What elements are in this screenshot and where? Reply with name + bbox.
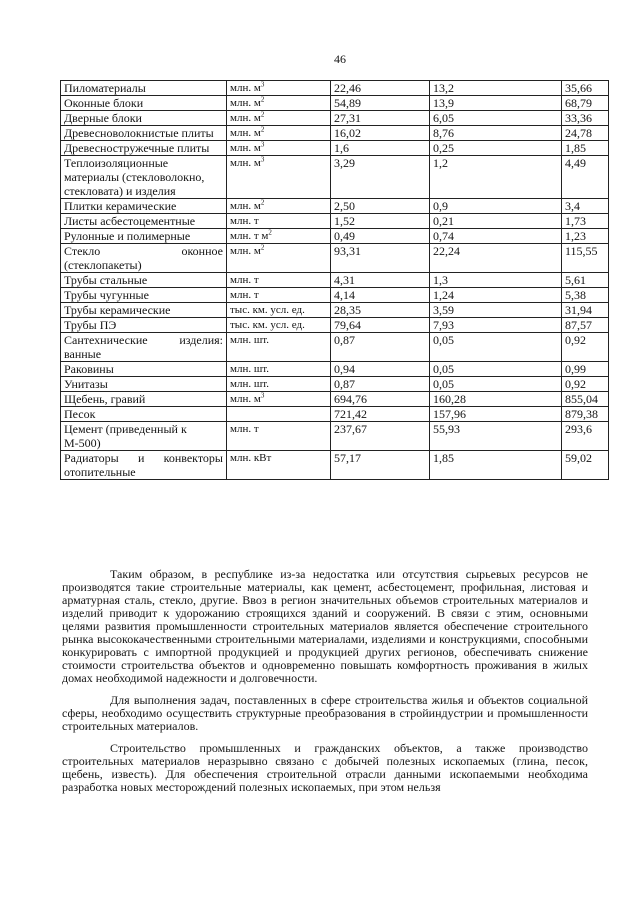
table-row: [61, 273, 609, 288]
unit-label: млн. т: [230, 423, 259, 435]
unit-label: млн. м: [230, 157, 261, 169]
materials-table: [60, 80, 609, 480]
value-v3: 3,4: [562, 199, 609, 214]
value-v3: 87,57: [562, 318, 609, 333]
value-v2: 13,2: [430, 81, 562, 96]
unit-cell: [227, 111, 331, 126]
unit-cell: [227, 318, 331, 333]
material-name: Древесноволокнистые плиты: [61, 126, 227, 141]
value-v1: 57,17: [331, 451, 430, 480]
unit-cell: [227, 229, 331, 244]
value-v2: 0,9: [430, 199, 562, 214]
value-v1: 237,67: [331, 422, 430, 451]
value-v2: 0,21: [430, 214, 562, 229]
unit-label: млн. т: [230, 289, 259, 301]
value-v1: 2,50: [331, 199, 430, 214]
material-name: Сантехнические изделия: ванные: [61, 333, 227, 362]
value-v3: 0,99: [562, 362, 609, 377]
material-name: Стекло оконное (стеклопакеты): [61, 244, 227, 273]
value-v2: 0,74: [430, 229, 562, 244]
value-v3: 293,6: [562, 422, 609, 451]
value-v1: 3,29: [331, 156, 430, 199]
table-row: [61, 392, 609, 407]
unit-label: млн. м: [230, 245, 261, 257]
page-number: 46: [334, 52, 346, 66]
value-v3: 35,66: [562, 81, 609, 96]
material-name: Щебень, гравий: [61, 392, 227, 407]
value-v1: 0,87: [331, 333, 430, 362]
unit-label: млн. м: [230, 112, 261, 124]
table-row: [61, 141, 609, 156]
material-name: Трубы стальные: [61, 273, 227, 288]
value-v2: 0,25: [430, 141, 562, 156]
value-v3: 5,61: [562, 273, 609, 288]
unit-cell: [227, 451, 331, 480]
unit-label: тыс. км. усл. ед.: [230, 304, 305, 316]
unit-label: млн. шт.: [230, 378, 270, 390]
material-name: Унитазы: [61, 377, 227, 392]
material-name: Листы асбестоцементные: [61, 214, 227, 229]
paragraph-2: Для выполнения задач, поставленных в сфере строительства жилья и объектов социальной сферы, необходимо осуществить структурные преобразования в стройиндустрии и промышленности строительных материалов.: [62, 693, 588, 733]
unit-exponent: 2: [260, 243, 265, 252]
value-v1: 694,76: [331, 392, 430, 407]
unit-cell: [227, 362, 331, 377]
value-v3: 5,38: [562, 288, 609, 303]
unit-exponent: 3: [260, 155, 265, 164]
unit-cell: [227, 156, 331, 199]
material-name: Древесностружечные плиты: [61, 141, 227, 156]
value-v1: 721,42: [331, 407, 430, 422]
unit-label: млн. м: [230, 127, 261, 139]
value-v2: 22,24: [430, 244, 562, 273]
unit-cell: [227, 96, 331, 111]
material-name: Раковины: [61, 362, 227, 377]
value-v2: 1,3: [430, 273, 562, 288]
table-row: [61, 156, 609, 199]
value-v1: 79,64: [331, 318, 430, 333]
unit-cell: [227, 392, 331, 407]
unit-label: млн. м: [230, 200, 261, 212]
material-name: Теплоизоляционные материалы (стекловолокно, стекловата) и изделия: [61, 156, 227, 199]
value-v1: 0,49: [331, 229, 430, 244]
unit-label: млн. т: [230, 274, 259, 286]
value-v2: 160,28: [430, 392, 562, 407]
value-v1: 22,46: [331, 81, 430, 96]
table-row: [61, 214, 609, 229]
value-v3: 68,79: [562, 96, 609, 111]
value-v1: 16,02: [331, 126, 430, 141]
value-v2: 0,05: [430, 377, 562, 392]
value-v1: 1,52: [331, 214, 430, 229]
table-row: [61, 96, 609, 111]
unit-exponent: 2: [260, 198, 265, 207]
table-row: [61, 81, 609, 96]
value-v3: 855,04: [562, 392, 609, 407]
unit-cell: [227, 214, 331, 229]
unit-label: млн. м: [230, 142, 261, 154]
unit-exponent: 2: [260, 95, 265, 104]
value-v2: 6,05: [430, 111, 562, 126]
unit-label: млн. шт.: [230, 363, 270, 375]
paragraph-1: Таким образом, в республике из-за недостатка или отсутствия сырьевых ресурсов не производятся такие строительные материалы, как цемент, асбестоцемент, профильная, листовая и арматурная сталь, стекло, другие. Ввоз в регион значительных объемов строительных материалов и изделий приводит к удорожанию строящихся зданий и сооружений. В связи с этим, основными целями развития промышленности строительных материалов является обеспечение строительного рынка высококачественными строительными материалами, изделиями и конструкциями, способными конкурировать с импортной продукцией и продукцией других регионов, обеспечивать снижение стоимости строительства объектов и одновременно повышать комфортность проживания в жилых домах необходимой надежности и долговечности.: [62, 567, 588, 685]
table-row: [61, 288, 609, 303]
value-v2: 55,93: [430, 422, 562, 451]
material-name: Плитки керамические: [61, 199, 227, 214]
value-v3: 33,36: [562, 111, 609, 126]
table-row: [61, 422, 609, 451]
value-v2: 1,85: [430, 451, 562, 480]
table-row: [61, 407, 609, 422]
value-v3: 4,49: [562, 156, 609, 199]
value-v3: 59,02: [562, 451, 609, 480]
table-row: [61, 377, 609, 392]
table-row: [61, 451, 609, 480]
unit-exponent: 3: [260, 140, 265, 149]
material-name: Дверные блоки: [61, 111, 227, 126]
value-v1: 27,31: [331, 111, 430, 126]
value-v3: 1,85: [562, 141, 609, 156]
table-row: [61, 333, 609, 362]
value-v1: 93,31: [331, 244, 430, 273]
value-v1: 0,94: [331, 362, 430, 377]
material-name: Песок: [61, 407, 227, 422]
value-v2: 1,24: [430, 288, 562, 303]
unit-label: млн. кВт: [230, 452, 272, 464]
unit-cell: [227, 141, 331, 156]
unit-label: млн. м: [230, 97, 261, 109]
value-v3: 1,73: [562, 214, 609, 229]
value-v2: 1,2: [430, 156, 562, 199]
table-row: [61, 126, 609, 141]
unit-label: млн. шт.: [230, 334, 270, 346]
value-v1: 54,89: [331, 96, 430, 111]
table-row: [61, 199, 609, 214]
materials-table-body: [61, 81, 609, 480]
material-name: Трубы чугунные: [61, 288, 227, 303]
unit-cell: [227, 333, 331, 362]
material-name: Оконные блоки: [61, 96, 227, 111]
unit-cell: [227, 288, 331, 303]
material-name: Рулонные и полимерные: [61, 229, 227, 244]
material-name: Радиаторы и конвекторы отопительные: [61, 451, 227, 480]
material-name: Трубы керамические: [61, 303, 227, 318]
unit-cell: [227, 273, 331, 288]
table-row: [61, 229, 609, 244]
unit-label: млн. т: [230, 215, 259, 227]
unit-label: млн. м: [230, 82, 261, 94]
paragraph-3: Строительство промышленных и гражданских объектов, а также производство строительных материалов неразрывно связано с добычей полезных ископаемых (глина, песок, щебень, известь). Для обеспечения строительной отрасли данными ископаемыми необходима разработка новых месторождений полезных ископаемых, при этом нельзя: [62, 741, 588, 794]
value-v3: 0,92: [562, 333, 609, 362]
value-v3: 1,23: [562, 229, 609, 244]
unit-cell: [227, 81, 331, 96]
value-v3: 24,78: [562, 126, 609, 141]
unit-cell: [227, 303, 331, 318]
value-v2: 0,05: [430, 333, 562, 362]
unit-label: млн. т м: [230, 230, 269, 242]
unit-label: тыс. км. усл. ед.: [230, 319, 305, 331]
value-v2: 0,05: [430, 362, 562, 377]
value-v2: 7,93: [430, 318, 562, 333]
value-v3: 879,38: [562, 407, 609, 422]
unit-cell: [227, 244, 331, 273]
unit-exponent: 3: [260, 391, 265, 400]
body-text: [62, 568, 588, 803]
value-v1: 28,35: [331, 303, 430, 318]
value-v1: 0,87: [331, 377, 430, 392]
value-v1: 4,31: [331, 273, 430, 288]
material-name: Цемент (приведенный к М-500): [61, 422, 227, 451]
value-v3: 0,92: [562, 377, 609, 392]
value-v1: 4,14: [331, 288, 430, 303]
value-v2: 8,76: [430, 126, 562, 141]
value-v1: 1,6: [331, 141, 430, 156]
value-v2: 3,59: [430, 303, 562, 318]
unit-exponent: 2: [260, 110, 265, 119]
table-row: [61, 244, 609, 273]
table-row: [61, 111, 609, 126]
unit-exponent: 3: [260, 80, 265, 89]
table-row: [61, 318, 609, 333]
material-name: Трубы ПЭ: [61, 318, 227, 333]
material-name: Пиломатериалы: [61, 81, 227, 96]
unit-cell: [227, 126, 331, 141]
table-row: [61, 362, 609, 377]
unit-exponent: 2: [260, 125, 265, 134]
unit-cell: [227, 422, 331, 451]
unit-exponent: 2: [268, 228, 272, 237]
value-v3: 31,94: [562, 303, 609, 318]
unit-cell: [227, 407, 331, 422]
table-row: [61, 303, 609, 318]
unit-cell: [227, 377, 331, 392]
value-v2: 157,96: [430, 407, 562, 422]
value-v2: 13,9: [430, 96, 562, 111]
unit-cell: [227, 199, 331, 214]
unit-label: млн. м: [230, 393, 261, 405]
value-v3: 115,55: [562, 244, 609, 273]
